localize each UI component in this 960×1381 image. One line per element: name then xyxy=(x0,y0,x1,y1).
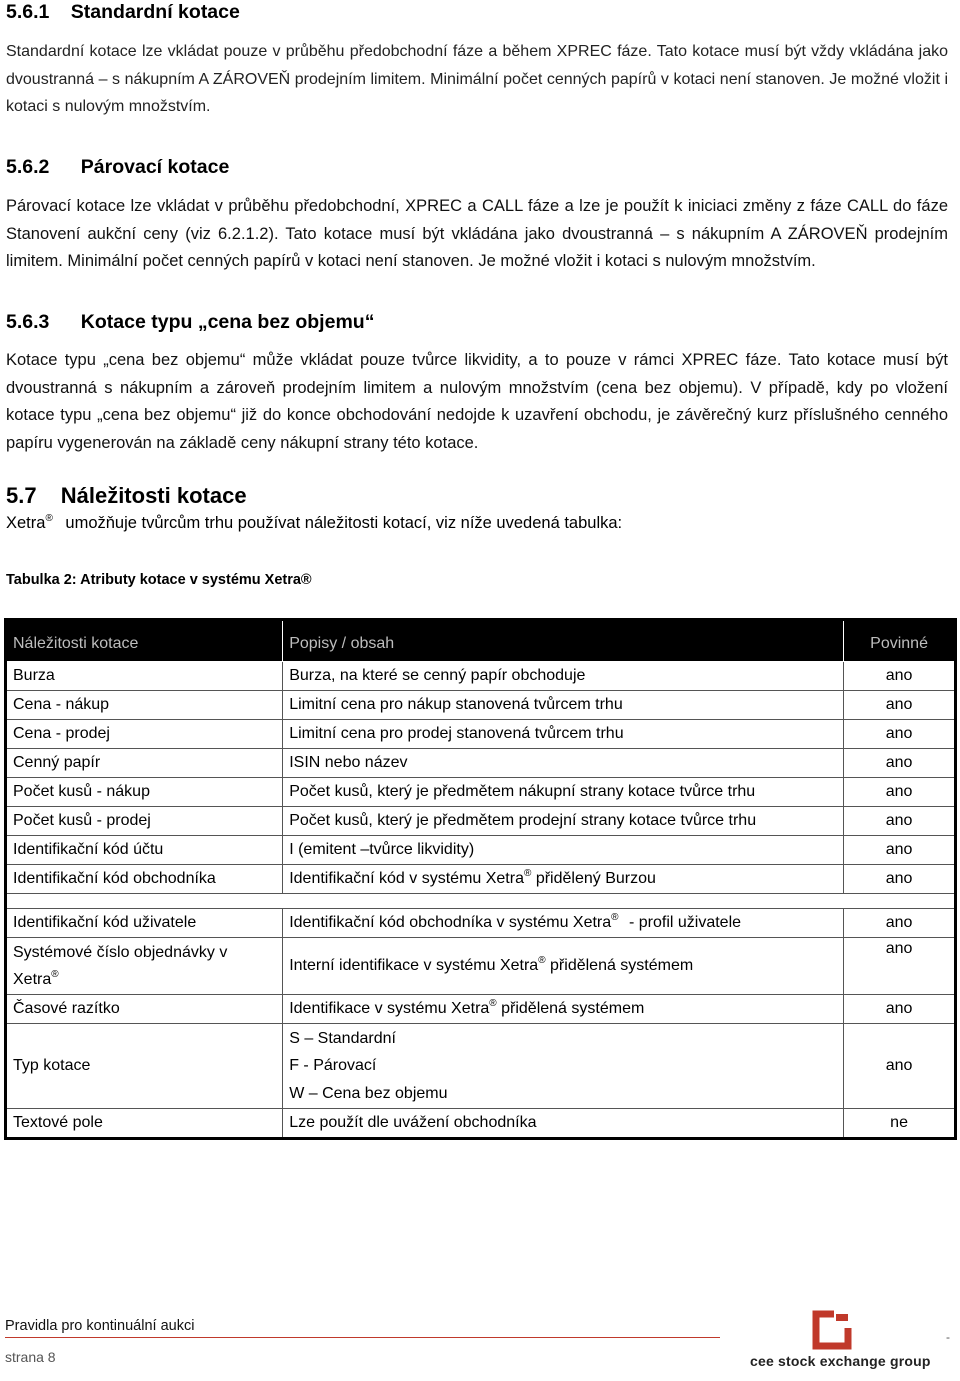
table-row xyxy=(6,1024,956,1109)
row-desc: Počet kusů, který je předmětem nákupní strany kotace tvůrce trhu xyxy=(283,778,844,807)
row-attr xyxy=(6,938,283,995)
section-57-heading xyxy=(6,483,247,509)
row-attr: Cena - prodej xyxy=(6,720,283,749)
header-required: Povinné xyxy=(844,620,956,662)
row-required: ano xyxy=(844,662,956,691)
row-desc xyxy=(283,865,844,894)
row-required: ne xyxy=(844,1109,956,1139)
row-desc: Počet kusů, který je předmětem prodejní strany kotace tvůrce trhu xyxy=(283,807,844,836)
row-attr: Identifikační kód účtu xyxy=(6,836,283,865)
cee-logo-icon xyxy=(812,1310,852,1350)
row-required: ano xyxy=(844,691,956,720)
header-desc: Popisy / obsah xyxy=(283,620,844,662)
section-563-body: Kotace typu „cena bez objemu“ může vkládat pouze tvůrce likvidity, a to pouze v rámci XPREC fáze. Tato kotace musí být dvoustranná s nákupním a zároveň prodejním limitem a nulovým množstvím (cena bez objemu). V případě, kdy po vložení kotace typu „cena bez objemu“ již do konce obchodování nedojde k uzavření obchodu, je závěrečný kurz příslušného cenného papíru vygenerován na základě ceny nákupní strany této kotace. xyxy=(6,351,948,452)
table-header-row xyxy=(6,620,956,662)
footer-divider xyxy=(5,1337,720,1338)
table-row xyxy=(6,836,956,865)
table-row xyxy=(6,1109,956,1139)
spacer-cell xyxy=(283,894,844,909)
row-required: ano xyxy=(844,807,956,836)
registered-mark: ® xyxy=(611,912,619,923)
spacer-cell xyxy=(6,894,283,909)
row-attr: Identifikační kód obchodníka xyxy=(6,865,283,894)
section-57-intro-text: umožňuje tvůrcům trhu používat náležitosti kotací, viz níže uvedená tabulka: xyxy=(65,514,623,532)
section-562-title: Párovací kotace xyxy=(80,156,230,178)
row-desc-pre: Interní identifikace v systému Xetra xyxy=(289,957,539,974)
registered-mark: ® xyxy=(51,969,59,980)
footer-mark: - xyxy=(946,1330,950,1344)
section-561-heading xyxy=(6,1,240,24)
spacer-cell xyxy=(844,894,956,909)
row-required: ano xyxy=(844,1024,956,1109)
table-row xyxy=(6,778,956,807)
section-563-title: Kotace typu „cena bez objemu“ xyxy=(80,311,375,333)
row-desc-post: přidělená systémem xyxy=(501,1000,645,1017)
registered-mark: ® xyxy=(523,868,532,879)
row-desc-pre: Identifikace v systému Xetra xyxy=(289,1000,490,1017)
row-desc-pre: Identifikační kód obchodníka v systému Xetra xyxy=(289,914,612,931)
row-attr: Časové razítko xyxy=(6,995,283,1024)
registered-mark: ® xyxy=(45,513,53,524)
row-desc xyxy=(283,995,844,1024)
row-attr: Počet kusů - nákup xyxy=(6,778,283,807)
row-required: ano xyxy=(844,995,956,1024)
table-row xyxy=(6,720,956,749)
row-desc-post: přidělená systémem xyxy=(550,957,694,974)
table-row xyxy=(6,938,956,995)
section-561-title: Standardní kotace xyxy=(70,1,240,23)
row-desc: Lze použít dle uvážení obchodníka xyxy=(283,1109,844,1139)
row-attr: Burza xyxy=(6,662,283,691)
row-desc: Limitní cena pro nákup stanovená tvůrcem trhu xyxy=(283,691,844,720)
footer-document-title: Pravidla pro kontinuální aukci xyxy=(5,1318,195,1334)
section-563-number: 5.6.3 xyxy=(6,311,50,333)
row-required: ano xyxy=(844,909,956,938)
row-desc: ISIN nebo název xyxy=(283,749,844,778)
section-562-body: Párovací kotace lze vkládat v průběhu předobchodní, XPREC a CALL fáze a lze je použít k iniciaci změny z fáze CALL do fáze Stanovení aukční ceny (viz 6.2.1.2). Tato kotace musí být vkládána jako dvoustranná – s nákupním A ZÁROVEŇ prodejním limitem. Minimální počet cenných papírů v kotaci není stanoven. Je možné vložit i kotaci s nulovým množstvím. xyxy=(6,197,948,270)
table-row xyxy=(6,909,956,938)
logo-text: cee stock exchange group xyxy=(750,1353,931,1369)
table-spacer-row xyxy=(6,894,956,909)
section-57-number: 5.7 xyxy=(6,483,37,508)
section-561-number: 5.6.1 xyxy=(6,1,50,23)
row-attr: Identifikační kód uživatele xyxy=(6,909,283,938)
row-desc-types xyxy=(283,1024,844,1109)
section-562-number: 5.6.2 xyxy=(6,156,50,178)
row-attr: Typ kotace xyxy=(6,1024,283,1109)
row-attr-post: Xetra xyxy=(13,971,52,988)
table-row xyxy=(6,995,956,1024)
row-attr: Textové pole xyxy=(6,1109,283,1139)
row-desc xyxy=(283,938,844,995)
table-row xyxy=(6,662,956,691)
row-desc-post: přidělený Burzou xyxy=(535,870,656,887)
table-caption: Tabulka 2: Atributy kotace v systému Xetra® xyxy=(6,572,312,588)
row-attr: Cenný papír xyxy=(6,749,283,778)
table-row xyxy=(6,865,956,894)
row-attr: Cena - nákup xyxy=(6,691,283,720)
row-desc: Burza, na které se cenný papír obchoduje xyxy=(283,662,844,691)
row-required: ano xyxy=(844,778,956,807)
type-pairing: F - Párovací xyxy=(289,1057,377,1075)
row-required: ano xyxy=(844,938,956,995)
row-attr-pre: Systémové číslo objednávky v xyxy=(13,944,228,961)
table-row xyxy=(6,807,956,836)
section-562-heading xyxy=(6,156,229,179)
row-desc-post: - profil uživatele xyxy=(628,914,742,931)
row-required: ano xyxy=(844,720,956,749)
registered-mark: ® xyxy=(538,955,546,966)
table-row xyxy=(6,691,956,720)
xetra-brand: Xetra xyxy=(6,514,46,532)
registered-mark: ® xyxy=(489,998,497,1009)
header-attr: Náležitosti kotace xyxy=(6,620,283,662)
page-number: strana 8 xyxy=(5,1349,56,1365)
row-required: ano xyxy=(844,865,956,894)
row-required: ano xyxy=(844,836,956,865)
type-no-volume: W – Cena bez objemu xyxy=(289,1084,448,1102)
section-57-title: Náležitosti kotace xyxy=(60,483,247,508)
quote-attributes-table xyxy=(4,618,957,1140)
table-row xyxy=(6,749,956,778)
row-required: ano xyxy=(844,749,956,778)
row-desc: Limitní cena pro prodej stanovená tvůrcem trhu xyxy=(283,720,844,749)
section-57-intro xyxy=(6,514,622,533)
row-desc: I (emitent –tvůrce likvidity) xyxy=(283,836,844,865)
section-561-body: Standardní kotace lze vkládat pouze v průběhu předobchodní fáze a během XPREC fáze. Tato kotace musí být vždy vkládána jako dvoustranná – s nákupním A ZÁROVEŇ prodejním limitem. Minimální počet cenných papírů v kotaci není stanoven. Je možné vložit i kotaci s nulovým množstvím. xyxy=(6,43,948,115)
row-desc-pre: Identifikační kód v systému Xetra xyxy=(289,870,524,887)
type-standard: S – Standardní xyxy=(289,1029,396,1047)
section-563-heading xyxy=(6,311,374,334)
row-desc xyxy=(283,909,844,938)
row-attr: Počet kusů - prodej xyxy=(6,807,283,836)
